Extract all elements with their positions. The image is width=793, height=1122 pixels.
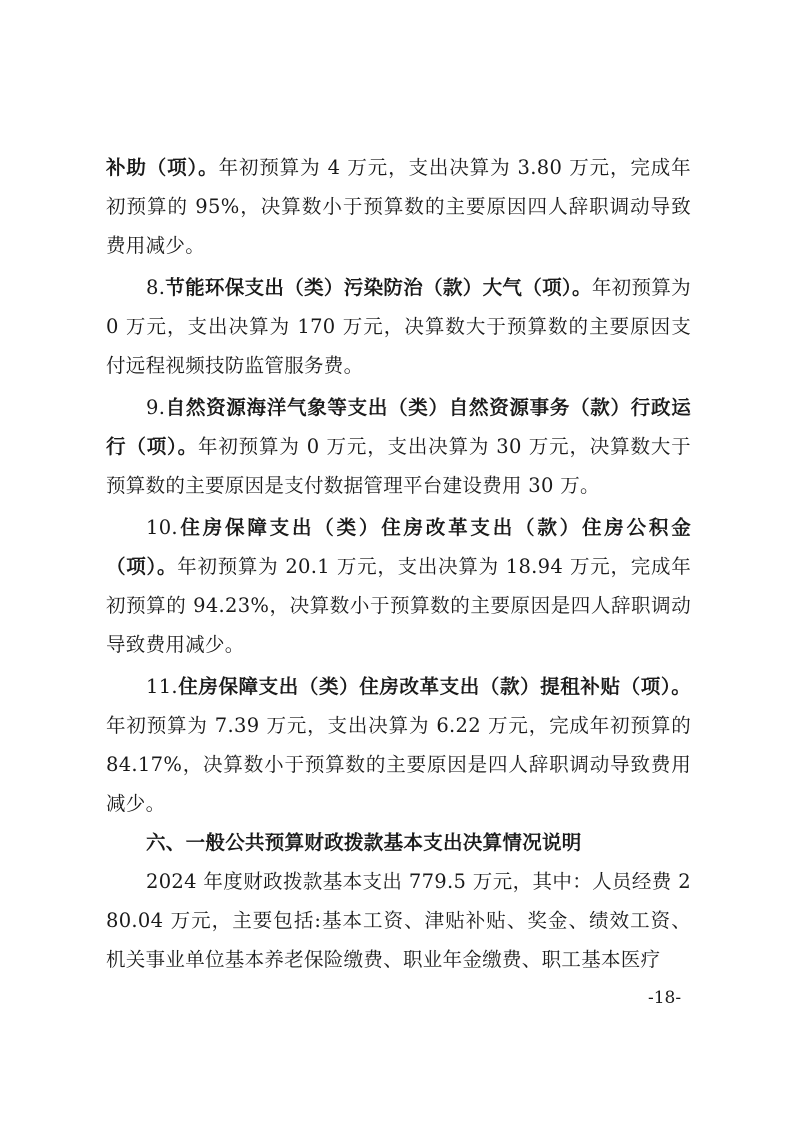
section-title: 六、一般公共预算财政拨款基本支出决算情况说明 (146, 831, 582, 854)
paragraph-item-10 (106, 508, 691, 664)
item-number: 11. (146, 675, 178, 698)
paragraph-subsidy (106, 148, 691, 265)
paragraph-item-11 (106, 667, 691, 823)
item-heading: 住房保障支出（类）住房改革支出（款）提租补贴（项）。 (177, 675, 691, 698)
item-number: 9. (146, 396, 166, 419)
section-body: 2024 年度财政拨款基本支出 779.5 万元，其中：人员经费 280.04 万元，主要包括:基本工资、津贴补贴、奖金、绩效工资、机关事业单位基本养老保险缴费、职业年金缴费、职工基本医疗 (106, 870, 691, 971)
item-heading: 补助（项）。 (106, 156, 219, 179)
item-body: 年初预算为 0 万元，支出决算为 30 万元，决算数大于预算数的主要原因是支付数据管理平台建设费用 30 万。 (106, 435, 691, 497)
document-page (106, 148, 691, 979)
item-body: 年初预算为 7.39 万元，支出决算为 6.22 万元，完成年初预算的 84.17%，决算数小于预算数的主要原因是四人辞职调动导致费用减少。 (106, 714, 691, 815)
page-number: -18- (648, 988, 682, 1008)
item-heading: 节能环保支出（类）污染防治（款）大气（项）。 (165, 276, 592, 299)
item-heading: 自然资源海洋气象等支出（类）自然资源事务（款）行政运行（项）。 (106, 396, 691, 458)
item-body: 年初预算为 4 万元，支出决算为 3.80 万元，完成年初预算的 95%，决算数小于预算数的主要原因四人辞职调动导致费用减少。 (106, 156, 691, 257)
paragraph-item-9 (106, 388, 691, 505)
item-heading: 住房保障支出（类）住房改革支出（款）住房公积金（项）。 (106, 516, 691, 578)
paragraph-item-8 (106, 268, 691, 385)
item-body: 年初预算为 20.1 万元，支出决算为 18.94 万元，完成年初预算的 94.23%，决算数小于预算数的主要原因是四人辞职调动导致费用减少。 (106, 555, 692, 656)
item-number: 10. (146, 516, 178, 539)
item-number: 8. (146, 276, 166, 299)
item-body: 年初预算为 0 万元，支出决算为 170 万元，决算数大于预算数的主要原因支付远程视频技防监管服务费。 (106, 276, 691, 377)
